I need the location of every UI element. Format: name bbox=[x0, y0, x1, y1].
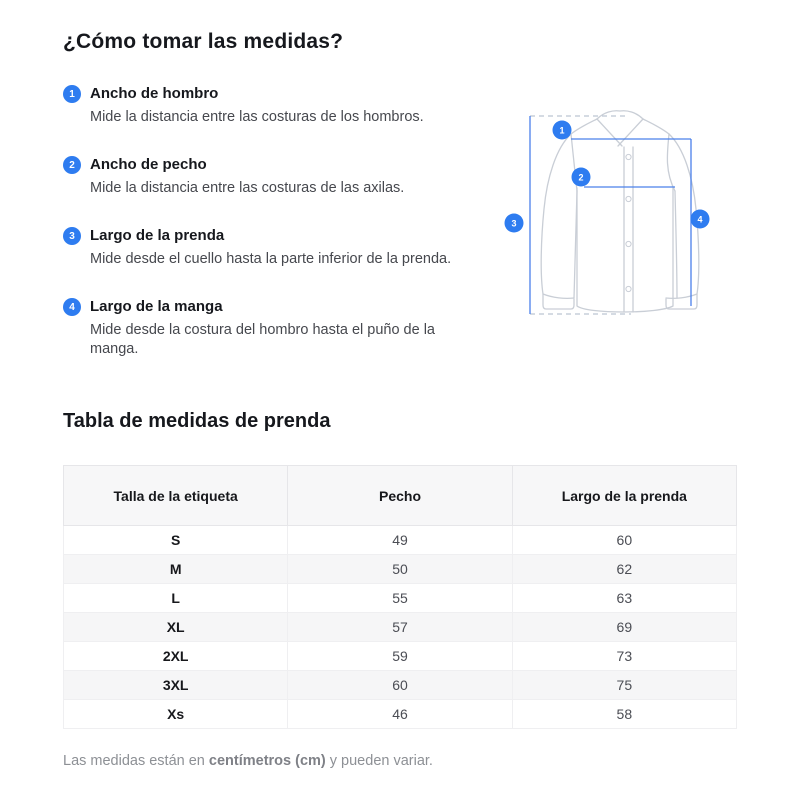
shirt-outline bbox=[541, 111, 699, 312]
step-number-badge: 1 bbox=[63, 85, 81, 103]
marker-2-label: 2 bbox=[578, 172, 584, 183]
step-text bbox=[90, 227, 458, 269]
size-table-row bbox=[64, 613, 737, 642]
size-label-cell: L bbox=[64, 584, 288, 613]
measure-guide-section bbox=[63, 85, 737, 388]
length-value-cell: 63 bbox=[512, 584, 736, 613]
step-label: Largo de la manga bbox=[90, 298, 223, 315]
chest-value-cell: 46 bbox=[288, 700, 512, 729]
step-number-badge: 2 bbox=[63, 156, 81, 174]
marker-4-label: 4 bbox=[697, 214, 703, 225]
marker-3-label: 3 bbox=[511, 218, 517, 229]
length-value-cell: 60 bbox=[512, 526, 736, 555]
size-table-row bbox=[64, 584, 737, 613]
page-title: ¿Cómo tomar las medidas? bbox=[63, 30, 344, 53]
step-number-badge: 4 bbox=[63, 298, 81, 316]
units-note-bold: centímetros (cm) bbox=[208, 753, 326, 769]
size-label-cell: 2XL bbox=[64, 642, 288, 671]
column-header-chest: Pecho bbox=[288, 466, 512, 526]
dashed-guide-lines bbox=[530, 116, 631, 314]
step-description: Mide la distancia entre las costuras de los hombros. bbox=[90, 109, 424, 125]
size-label-cell: M bbox=[64, 555, 288, 584]
length-value-cell: 69 bbox=[512, 613, 736, 642]
size-table-row bbox=[64, 642, 737, 671]
length-value-cell: 75 bbox=[512, 671, 736, 700]
size-table-title: Tabla de medidas de prenda bbox=[63, 410, 331, 432]
measurement-lines bbox=[530, 116, 691, 314]
step-text bbox=[90, 156, 458, 198]
step-text bbox=[90, 85, 458, 127]
step-number-badge: 3 bbox=[63, 227, 81, 245]
size-table bbox=[63, 465, 737, 729]
diagram-markers bbox=[505, 121, 710, 233]
column-header-size: Talla de la etiqueta bbox=[64, 466, 288, 526]
size-label-cell: Xs bbox=[64, 700, 288, 729]
chest-value-cell: 49 bbox=[288, 526, 512, 555]
size-label-cell: XL bbox=[64, 613, 288, 642]
chest-value-cell: 60 bbox=[288, 671, 512, 700]
shirt-measurement-diagram bbox=[487, 88, 737, 338]
size-label-cell: 3XL bbox=[64, 671, 288, 700]
size-table-row bbox=[64, 526, 737, 555]
size-table-row bbox=[64, 671, 737, 700]
size-table-body bbox=[64, 526, 737, 729]
step-description: Mide desde el cuello hasta la parte inferior de la prenda. bbox=[90, 251, 452, 267]
step-label: Ancho de hombro bbox=[90, 85, 219, 102]
marker-1-label: 1 bbox=[559, 125, 565, 136]
measure-step bbox=[63, 298, 463, 359]
chest-value-cell: 50 bbox=[288, 555, 512, 584]
step-label: Largo de la prenda bbox=[90, 227, 225, 244]
chest-value-cell: 55 bbox=[288, 584, 512, 613]
measure-step bbox=[63, 156, 463, 198]
measure-steps-list bbox=[63, 85, 463, 388]
measure-step bbox=[63, 227, 463, 269]
chest-value-cell: 59 bbox=[288, 642, 512, 671]
shirt-diagram-svg bbox=[487, 88, 737, 338]
step-description: Mide la distancia entre las costuras de las axilas. bbox=[90, 180, 405, 196]
length-value-cell: 73 bbox=[512, 642, 736, 671]
size-label-cell: S bbox=[64, 526, 288, 555]
measure-step bbox=[63, 85, 463, 127]
size-table-header bbox=[64, 466, 737, 526]
length-value-cell: 62 bbox=[512, 555, 736, 584]
step-description: Mide desde la costura del hombro hasta el puño de la manga. bbox=[90, 322, 435, 357]
length-value-cell: 58 bbox=[512, 700, 736, 729]
step-text bbox=[90, 298, 458, 359]
units-note-suffix: y pueden variar. bbox=[325, 753, 433, 769]
size-table-row bbox=[64, 700, 737, 729]
step-label: Ancho de pecho bbox=[90, 156, 207, 173]
column-header-length: Largo de la prenda bbox=[512, 466, 736, 526]
chest-value-cell: 57 bbox=[288, 613, 512, 642]
units-note-prefix: Las medidas están en bbox=[63, 753, 209, 769]
size-table-row bbox=[64, 555, 737, 584]
units-note bbox=[63, 753, 737, 769]
shirt-buttons bbox=[626, 154, 631, 291]
